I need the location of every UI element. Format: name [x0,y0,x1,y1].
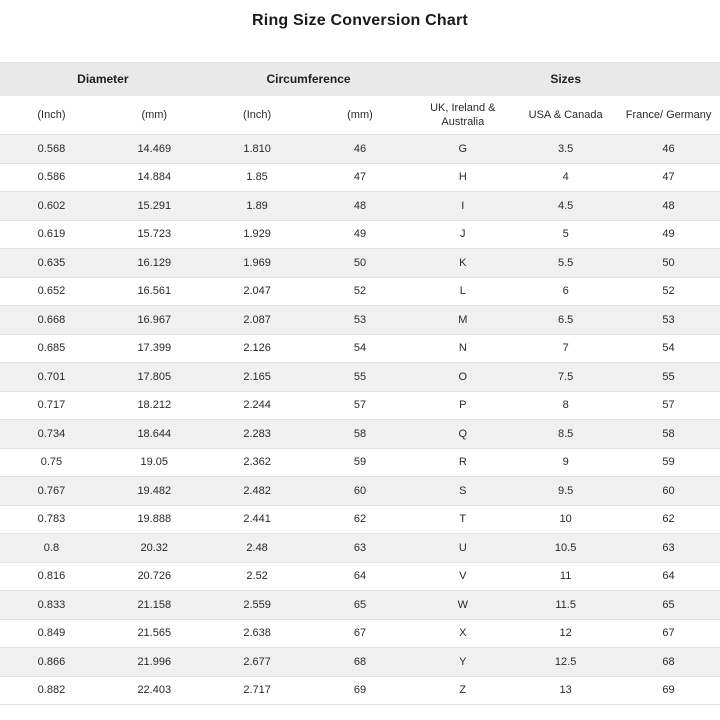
cell-col-5: 10 [514,505,617,534]
cell-col-0: 0.75 [0,448,103,477]
cell-col-2: 2.165 [206,363,309,392]
cell-col-1: 18.644 [103,420,206,449]
cell-col-5: 11.5 [514,591,617,620]
cell-col-0: 0.701 [0,363,103,392]
cell-col-1: 16.561 [103,277,206,306]
cell-col-1: 21.158 [103,591,206,620]
cell-col-6: 67 [617,619,720,648]
cell-col-5: 12.5 [514,648,617,677]
cell-col-5: 12 [514,619,617,648]
table-row [0,534,720,563]
cell-col-0: 0.619 [0,220,103,249]
cell-col-5: 7.5 [514,363,617,392]
cell-col-3: 58 [309,420,412,449]
cell-col-4: J [411,220,514,249]
cell-col-4: X [411,619,514,648]
cell-col-4: M [411,306,514,335]
cell-col-2: 1.969 [206,249,309,278]
cell-col-0: 0.8 [0,534,103,563]
cell-col-4: Q [411,420,514,449]
cell-col-4: I [411,192,514,221]
cell-col-6: 49 [617,220,720,249]
cell-col-6: 58 [617,420,720,449]
column-header-4: UK, Ireland & Australia [411,97,514,135]
cell-col-5: 11 [514,562,617,591]
cell-col-2: 2.559 [206,591,309,620]
cell-col-4: P [411,391,514,420]
cell-col-1: 20.32 [103,534,206,563]
cell-col-5: 8.5 [514,420,617,449]
cell-col-1: 17.399 [103,334,206,363]
cell-col-0: 0.734 [0,420,103,449]
cell-col-2: 1.929 [206,220,309,249]
cell-col-6: 54 [617,334,720,363]
cell-col-6: 60 [617,477,720,506]
cell-col-0: 0.685 [0,334,103,363]
cell-col-1: 22.403 [103,676,206,705]
cell-col-0: 0.635 [0,249,103,278]
table-row [0,391,720,420]
group-header-circumference: Circumference [206,63,412,97]
cell-col-3: 69 [309,676,412,705]
cell-col-5: 4 [514,163,617,192]
column-header-0: (Inch) [0,97,103,135]
table-row [0,277,720,306]
cell-col-5: 6.5 [514,306,617,335]
column-header-5: USA & Canada [514,97,617,135]
table-row [0,448,720,477]
cell-col-2: 1.810 [206,135,309,164]
group-header-sizes: Sizes [411,63,720,97]
cell-col-3: 52 [309,277,412,306]
cell-col-5: 8 [514,391,617,420]
column-header-3: (mm) [309,97,412,135]
cell-col-3: 46 [309,135,412,164]
cell-col-2: 1.89 [206,192,309,221]
cell-col-3: 68 [309,648,412,677]
cell-col-2: 2.48 [206,534,309,563]
cell-col-1: 16.967 [103,306,206,335]
cell-col-5: 13 [514,676,617,705]
cell-col-3: 59 [309,448,412,477]
cell-col-6: 53 [617,306,720,335]
cell-col-1: 20.726 [103,562,206,591]
cell-col-2: 1.85 [206,163,309,192]
cell-col-0: 0.668 [0,306,103,335]
cell-col-0: 0.866 [0,648,103,677]
cell-col-1: 19.888 [103,505,206,534]
cell-col-0: 0.849 [0,619,103,648]
cell-col-1: 16.129 [103,249,206,278]
column-header-row [0,97,720,135]
cell-col-3: 53 [309,306,412,335]
cell-col-6: 47 [617,163,720,192]
cell-col-1: 18.212 [103,391,206,420]
cell-col-0: 0.767 [0,477,103,506]
cell-col-6: 59 [617,448,720,477]
cell-col-5: 3.5 [514,135,617,164]
cell-col-6: 68 [617,648,720,677]
cell-col-5: 9.5 [514,477,617,506]
cell-col-4: K [411,249,514,278]
cell-col-2: 2.52 [206,562,309,591]
group-header-row [0,63,720,97]
cell-col-6: 65 [617,591,720,620]
cell-col-3: 65 [309,591,412,620]
cell-col-2: 2.677 [206,648,309,677]
cell-col-6: 46 [617,135,720,164]
cell-col-2: 2.638 [206,619,309,648]
cell-col-4: T [411,505,514,534]
cell-col-5: 10.5 [514,534,617,563]
table-row [0,334,720,363]
cell-col-0: 0.882 [0,676,103,705]
cell-col-1: 21.565 [103,619,206,648]
ring-size-conversion-table [0,62,720,705]
cell-col-3: 47 [309,163,412,192]
cell-col-3: 63 [309,534,412,563]
cell-col-6: 69 [617,676,720,705]
table-row [0,505,720,534]
table-row [0,562,720,591]
group-header-diameter: Diameter [0,63,206,97]
cell-col-3: 48 [309,192,412,221]
cell-col-0: 0.783 [0,505,103,534]
cell-col-3: 57 [309,391,412,420]
cell-col-5: 7 [514,334,617,363]
cell-col-4: G [411,135,514,164]
cell-col-6: 52 [617,277,720,306]
cell-col-2: 2.283 [206,420,309,449]
table-row [0,135,720,164]
cell-col-2: 2.441 [206,505,309,534]
cell-col-3: 54 [309,334,412,363]
cell-col-4: R [411,448,514,477]
cell-col-6: 63 [617,534,720,563]
cell-col-6: 48 [617,192,720,221]
cell-col-4: S [411,477,514,506]
cell-col-5: 5 [514,220,617,249]
cell-col-2: 2.717 [206,676,309,705]
table-header [0,63,720,135]
cell-col-5: 5.5 [514,249,617,278]
cell-col-3: 62 [309,505,412,534]
table-row [0,591,720,620]
table-row [0,619,720,648]
cell-col-6: 62 [617,505,720,534]
table-row [0,220,720,249]
cell-col-0: 0.568 [0,135,103,164]
cell-col-1: 15.723 [103,220,206,249]
table-row [0,163,720,192]
cell-col-4: W [411,591,514,620]
cell-col-2: 2.482 [206,477,309,506]
cell-col-0: 0.602 [0,192,103,221]
table-row [0,306,720,335]
cell-col-1: 14.884 [103,163,206,192]
cell-col-5: 6 [514,277,617,306]
cell-col-3: 67 [309,619,412,648]
table-body [0,135,720,705]
cell-col-1: 19.482 [103,477,206,506]
cell-col-0: 0.652 [0,277,103,306]
table-row [0,363,720,392]
cell-col-3: 50 [309,249,412,278]
page-title: Ring Size Conversion Chart [252,12,468,29]
cell-col-0: 0.717 [0,391,103,420]
table-row [0,676,720,705]
cell-col-5: 9 [514,448,617,477]
cell-col-1: 15.291 [103,192,206,221]
cell-col-3: 60 [309,477,412,506]
column-header-6: France/ Germany [617,97,720,135]
cell-col-2: 2.362 [206,448,309,477]
column-header-1: (mm) [103,97,206,135]
table-row [0,648,720,677]
cell-col-6: 57 [617,391,720,420]
cell-col-4: L [411,277,514,306]
cell-col-0: 0.586 [0,163,103,192]
cell-col-4: Z [411,676,514,705]
cell-col-1: 21.996 [103,648,206,677]
cell-col-2: 2.126 [206,334,309,363]
cell-col-2: 2.087 [206,306,309,335]
cell-col-5: 4.5 [514,192,617,221]
cell-col-4: Y [411,648,514,677]
cell-col-3: 55 [309,363,412,392]
cell-col-0: 0.816 [0,562,103,591]
cell-col-2: 2.244 [206,391,309,420]
cell-col-2: 2.047 [206,277,309,306]
cell-col-0: 0.833 [0,591,103,620]
table-row [0,477,720,506]
cell-col-4: U [411,534,514,563]
cell-col-4: V [411,562,514,591]
table-row [0,420,720,449]
cell-col-6: 55 [617,363,720,392]
column-header-2: (Inch) [206,97,309,135]
cell-col-6: 64 [617,562,720,591]
cell-col-3: 64 [309,562,412,591]
table-row [0,249,720,278]
table-row [0,192,720,221]
cell-col-4: O [411,363,514,392]
cell-col-3: 49 [309,220,412,249]
cell-col-1: 19.05 [103,448,206,477]
cell-col-1: 17.805 [103,363,206,392]
cell-col-4: H [411,163,514,192]
cell-col-4: N [411,334,514,363]
cell-col-6: 50 [617,249,720,278]
cell-col-1: 14.469 [103,135,206,164]
